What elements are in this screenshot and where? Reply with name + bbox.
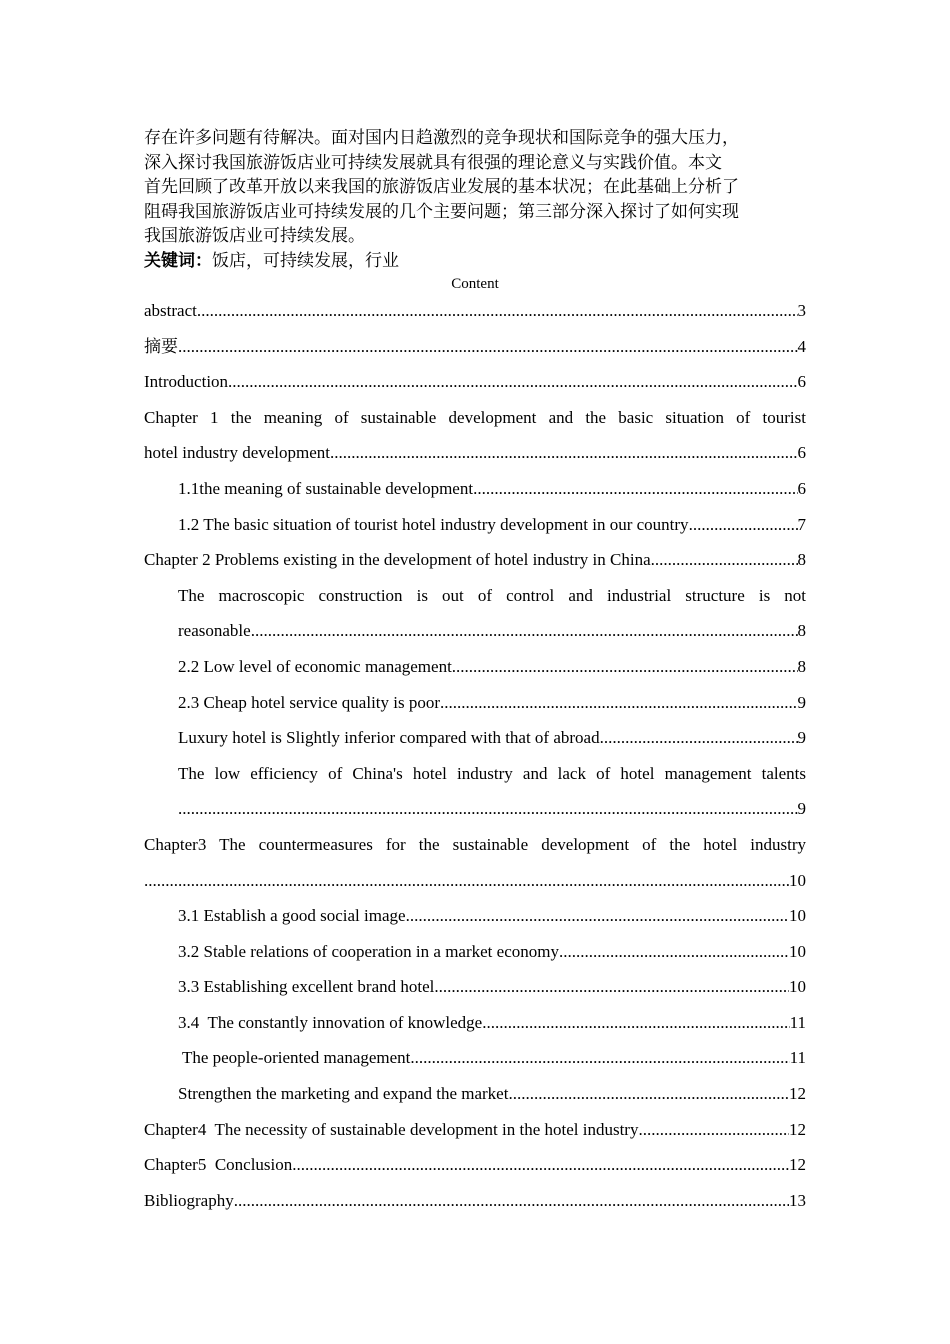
- toc-entry-abstract[interactable]: [144, 293, 806, 329]
- toc-entry-chapter-4[interactable]: [144, 1112, 806, 1148]
- toc-entry-2-1-line1[interactable]: The macroscopic construction is out of control and industrial structure is not: [178, 585, 806, 605]
- toc-page-number: 12: [789, 1119, 806, 1139]
- toc-leader: [178, 791, 798, 827]
- toc-entry-text: Chapter4 The necessity of sustainable development in the hotel industry: [144, 1119, 639, 1139]
- toc-entry-text: Chapter 2 Problems existing in the development of hotel industry in China: [144, 550, 651, 570]
- table-of-contents: [144, 293, 806, 1218]
- toc-page-number: 7: [797, 514, 806, 534]
- toc-entry-text: 3.3 Establishing excellent brand hotel: [178, 977, 435, 997]
- toc-leader: [651, 542, 798, 578]
- toc-leader: [406, 898, 789, 934]
- toc-entry-chapter-5[interactable]: [144, 1147, 806, 1183]
- toc-leader: [638, 1112, 789, 1148]
- toc-entry-chapter-1-line1[interactable]: Chapter 1 the meaning of sustainable development and the basic situation of tourist: [144, 407, 806, 427]
- toc-page-number: 6: [797, 443, 806, 463]
- toc-page-number: 8: [797, 621, 806, 641]
- toc-leader: [559, 934, 789, 970]
- abstract-paragraph: [144, 126, 808, 249]
- toc-entry-2-4[interactable]: [144, 720, 806, 756]
- toc-page-number: 10: [789, 977, 806, 997]
- toc-page-number: 11: [789, 1012, 806, 1032]
- keywords-label: 关键词：: [144, 250, 212, 270]
- toc-page-number: 8: [797, 656, 806, 676]
- toc-leader: [144, 863, 789, 899]
- toc-entry-chapter-2[interactable]: [144, 542, 806, 578]
- toc-entry-bibliography[interactable]: [144, 1183, 806, 1219]
- toc-entry-text: Strengthen the marketing and expand the market: [178, 1084, 509, 1104]
- toc-leader: [234, 1183, 789, 1219]
- toc-page-number: 9: [797, 692, 806, 712]
- toc-entry-text: reasonable: [178, 621, 251, 641]
- toc-page-number: 6: [797, 478, 806, 498]
- keywords-text: 饭店，可持续发展，行业: [212, 250, 399, 270]
- toc-entry-text: 1.2 The basic situation of tourist hotel industry development in our country: [178, 514, 689, 534]
- toc-entry-text: 摘要: [144, 336, 178, 356]
- toc-leader: [292, 1147, 789, 1183]
- toc-entry-3-1[interactable]: [144, 898, 806, 934]
- toc-entry-text: 1.1the meaning of sustainable development: [178, 478, 474, 498]
- toc-leader: [228, 364, 797, 400]
- toc-page-number: 3: [797, 301, 806, 320]
- toc-entry-text: The people-oriented management: [178, 1048, 411, 1068]
- toc-page-number: 10: [789, 941, 806, 961]
- toc-entry-chapter-1[interactable]: [144, 435, 806, 471]
- toc-leader: [197, 293, 798, 329]
- toc-page-number: 10: [789, 870, 806, 890]
- toc-entry-text: 3.2 Stable relations of cooperation in a market economy: [178, 941, 559, 961]
- toc-entry-chapter-3[interactable]: [144, 863, 806, 899]
- toc-entry-text: abstract: [144, 301, 197, 320]
- toc-entry-3-4[interactable]: [144, 1005, 806, 1041]
- toc-entry-text: Chapter5 Conclusion: [144, 1155, 293, 1175]
- toc-entry-text: Introduction: [144, 372, 229, 392]
- toc-page-number: 8: [797, 550, 806, 570]
- toc-page-number: 9: [797, 728, 806, 748]
- abstract-line: 存在许多问题有待解决。面对国内日趋激烈的竞争现状和国际竞争的强大压力，: [144, 128, 739, 147]
- abstract-line: 我国旅游饭店业可持续发展。: [144, 226, 365, 246]
- abstract-line: 阻碍我国旅游饭店业可持续发展的几个主要问题；第三部分深入探讨了如何实现: [144, 201, 739, 221]
- toc-entry-3-5[interactable]: [144, 1040, 806, 1076]
- toc-page-number: 6: [797, 372, 806, 392]
- toc-entry-2-5-line1[interactable]: The low efficiency of China's hotel industry and lack of hotel management talents: [178, 763, 806, 783]
- abstract-section: [144, 126, 808, 274]
- toc-page-number: 4: [797, 336, 806, 356]
- toc-entry-introduction[interactable]: [144, 364, 806, 400]
- toc-page-number: 12: [789, 1084, 806, 1104]
- toc-entry-3-2[interactable]: [144, 934, 806, 970]
- toc-entry-1-2[interactable]: [144, 507, 806, 543]
- toc-page-number: 11: [789, 1048, 806, 1068]
- toc-leader: [440, 685, 797, 721]
- toc-entry-text: 3.4 The constantly innovation of knowledge: [178, 1012, 483, 1032]
- toc-leader: [178, 329, 798, 365]
- toc-entry-text: hotel industry development: [144, 443, 331, 463]
- toc-leader: [251, 613, 798, 649]
- toc-entry-2-3[interactable]: [144, 685, 806, 721]
- toc-entry-text: 2.3 Cheap hotel service quality is poor: [178, 692, 441, 712]
- toc-entry-text: 2.2 Low level of economic management: [178, 656, 452, 676]
- toc-leader: [434, 969, 789, 1005]
- toc-title: Content: [451, 276, 499, 292]
- toc-entry-text: Bibliography: [144, 1190, 234, 1210]
- abstract-line: 首先回顾了改革开放以来我国的旅游饭店业发展的基本状况；在此基础上分析了: [144, 177, 739, 197]
- toc-leader: [410, 1040, 789, 1076]
- toc-leader: [508, 1076, 789, 1112]
- toc-page-number: 13: [789, 1190, 806, 1210]
- toc-leader: [482, 1005, 789, 1041]
- toc-leader: [600, 720, 798, 756]
- toc-entry-text: Luxury hotel is Slightly inferior compared with that of abroad: [178, 728, 600, 748]
- toc-entry-2-2[interactable]: [144, 649, 806, 685]
- abstract-line: 深入探讨我国旅游饭店业可持续发展就具有很强的理论意义与实践价值。本文: [144, 152, 722, 172]
- toc-entry-1-1[interactable]: [144, 471, 806, 507]
- toc-entry-3-6[interactable]: [144, 1076, 806, 1112]
- toc-entry-3-3[interactable]: [144, 969, 806, 1005]
- toc-entry-chapter-3-line1[interactable]: Chapter3 The countermeasures for the sustainable development of the hotel industry: [144, 834, 806, 854]
- toc-leader: [452, 649, 798, 685]
- toc-entry-zhaiyao[interactable]: [144, 329, 806, 365]
- toc-entry-2-1[interactable]: [144, 613, 806, 649]
- toc-page-number: 12: [789, 1155, 806, 1175]
- toc-leader: [330, 435, 797, 471]
- toc-page-number: 10: [789, 906, 806, 926]
- toc-leader: [689, 507, 798, 543]
- toc-entry-2-5[interactable]: [144, 791, 806, 827]
- keywords: [144, 249, 808, 274]
- toc-leader: [473, 471, 797, 507]
- toc-entry-text: 3.1 Establish a good social image: [178, 906, 406, 926]
- toc-page-number: 9: [797, 799, 806, 819]
